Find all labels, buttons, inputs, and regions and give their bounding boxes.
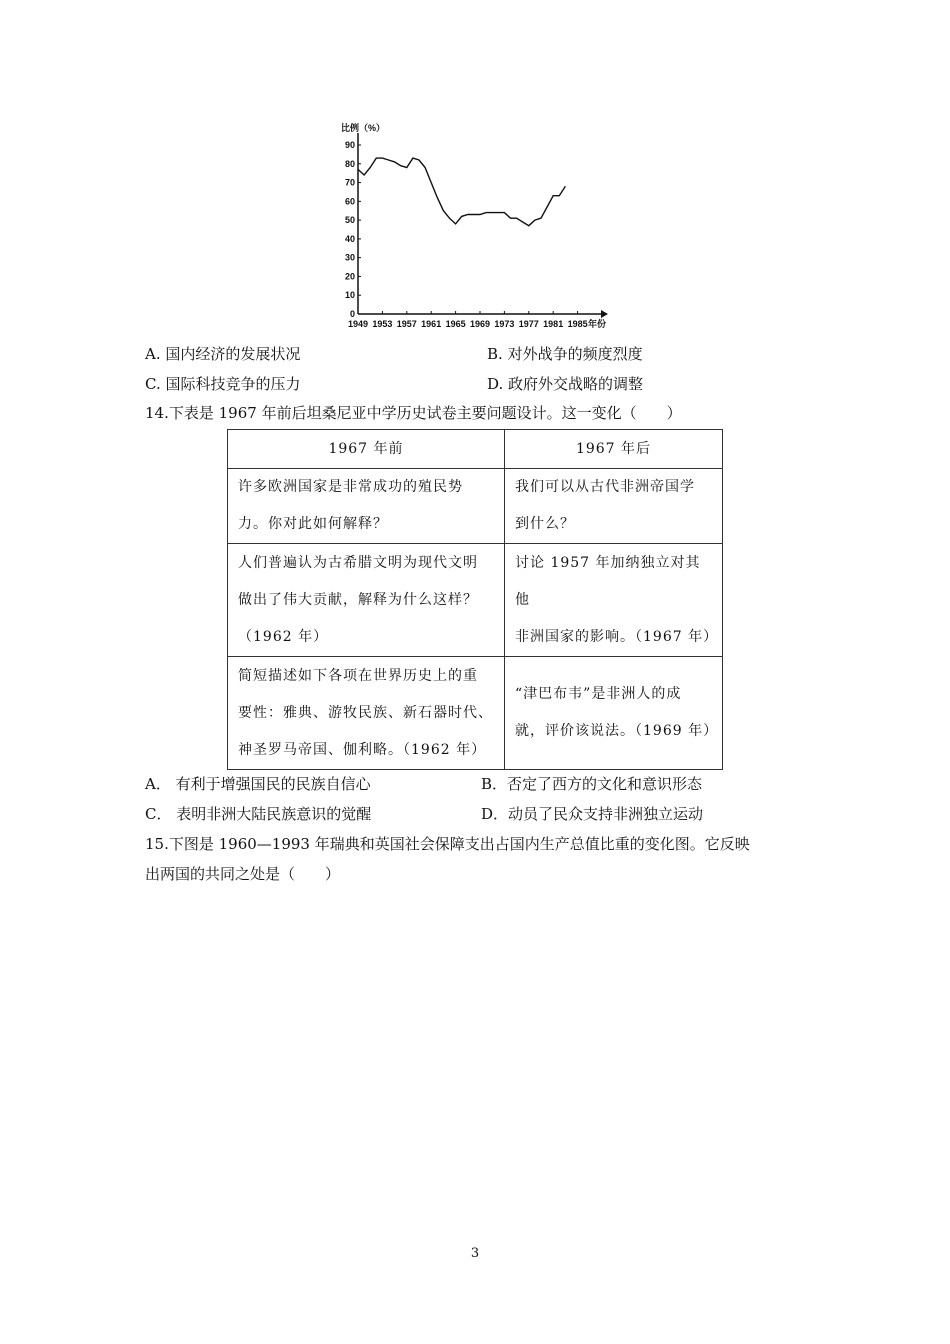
y-tick-label: 10 xyxy=(344,290,355,301)
table-row xyxy=(228,469,723,544)
x-tick-label: 1985 xyxy=(567,319,588,329)
q13-option-d[interactable]: D. 政府外交战略的调整 xyxy=(487,375,644,393)
table-cell-before: 人们普遍认为古希腊文明为现代文明 做出了伟大贡献，解释为什么这样？ （1962 年） xyxy=(228,544,505,657)
y-tick-label: 20 xyxy=(344,271,355,282)
q13-option-b[interactable]: B. 对外战争的频度烈度 xyxy=(487,345,643,363)
x-tick-label: 1977 xyxy=(518,319,539,329)
x-tick-label: 1957 xyxy=(396,319,417,329)
q14-option-d[interactable]: D．动员了民众支持非洲独立运动 xyxy=(481,805,704,823)
y-tick-labels xyxy=(345,140,355,319)
q13-line-chart xyxy=(335,118,615,333)
table-row xyxy=(228,657,723,770)
x-tick-labels xyxy=(348,319,588,329)
x-tick-label: 1949 xyxy=(347,319,369,329)
q14-option-b[interactable]: B．否定了西方的文化和意识形态 xyxy=(481,775,703,793)
y-tick-label: 90 xyxy=(344,140,355,150)
x-tick-label: 1969 xyxy=(469,319,491,329)
table-header-row xyxy=(228,430,723,469)
x-axis-arrow xyxy=(601,310,608,318)
x-tick-label: 1981 xyxy=(543,319,564,329)
q15-stem-line-2: 出两国的共同之处是（ ） xyxy=(145,865,341,883)
x-tick-label: 1961 xyxy=(421,319,442,329)
table-row xyxy=(228,544,723,657)
table-cell-after: 讨论 1957 年加纳独立对其他 非洲国家的影响。（1967 年） xyxy=(505,544,723,657)
header-before-1967: 1967 年前 xyxy=(228,430,505,469)
q13-option-c[interactable]: C. 国际科技竞争的压力 xyxy=(145,375,301,393)
x-axis-label: 年份 xyxy=(588,319,607,329)
series-line xyxy=(358,158,565,226)
q14-table xyxy=(227,429,723,770)
y-tick-label: 40 xyxy=(344,233,355,244)
table-cell-before: 许多欧洲国家是非常成功的殖民势 力。你对此如何解释？ xyxy=(228,469,505,544)
x-tick-label: 1965 xyxy=(445,319,466,329)
y-axis-label: 比例（%） xyxy=(341,123,386,133)
table-cell-after: “津巴布韦”是非洲人的成 就，评价该说法。（1969 年） xyxy=(505,657,723,770)
table-cell-after: 我们可以从古代非洲帝国学 到什么？ xyxy=(505,469,723,544)
x-tick-label: 1953 xyxy=(372,319,393,329)
y-tick-label: 0 xyxy=(349,309,355,319)
y-tick-label: 60 xyxy=(344,196,355,207)
y-tick-label: 50 xyxy=(344,215,355,226)
y-tick-label: 30 xyxy=(344,252,355,263)
q14-option-c[interactable]: C． 表明非洲大陆民族意识的觉醒 xyxy=(145,805,372,823)
q14-stem: 14.下表是 1967 年前后坦桑尼亚中学历史试卷主要问题设计。这一变化（ ） xyxy=(145,404,682,422)
header-after-1967: 1967 年后 xyxy=(505,430,723,469)
y-tick-label: 70 xyxy=(344,177,355,188)
q14-option-a[interactable]: A． 有利于增强国民的民族自信心 xyxy=(145,775,371,793)
table-cell-before: 简短描述如下各项在世界历史上的重 要性：雅典、游牧民族、新石器时代、 神圣罗马帝国、伽利略。（1962 年） xyxy=(228,657,505,770)
page-number: 3 xyxy=(470,1246,480,1261)
q15-stem-line-1: 15.下图是 1960—1993 年瑞典和英国社会保障支出占国内生产总值比重的变化图。它反映 xyxy=(145,835,750,853)
q13-option-a[interactable]: A. 国内经济的发展状况 xyxy=(145,345,301,363)
x-tick-label: 1973 xyxy=(494,319,515,329)
y-tick-label: 80 xyxy=(344,158,355,169)
